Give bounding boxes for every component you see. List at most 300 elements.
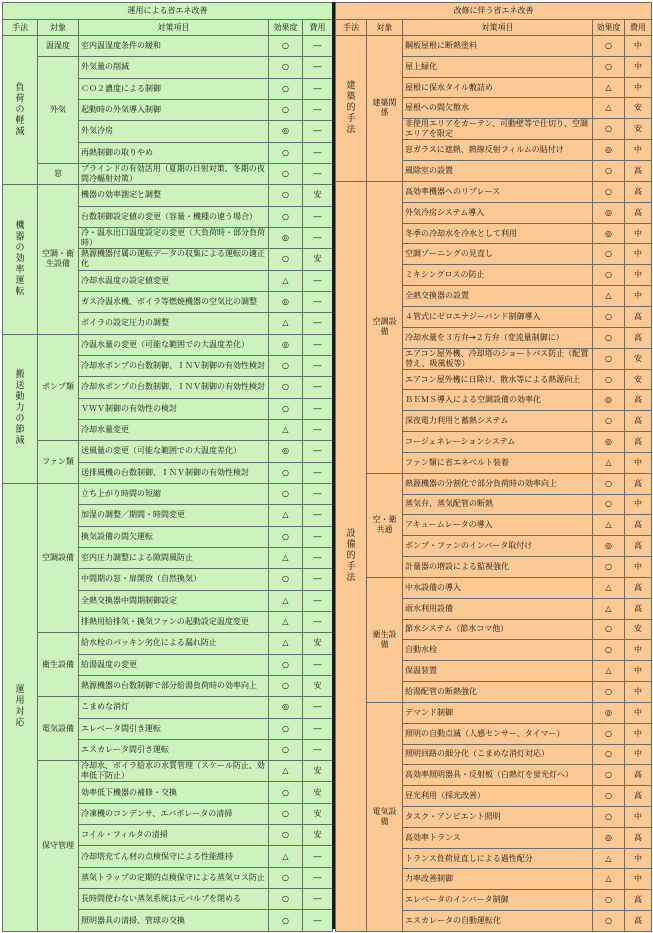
item-cell: ファン類に省エネベルト装着	[403, 452, 593, 473]
cost-cell: 安	[625, 369, 652, 390]
cost-cell: ―	[303, 419, 333, 440]
effect-cell: ○	[593, 473, 625, 494]
effect-cell: △	[269, 270, 303, 291]
effect-cell: △	[593, 286, 625, 307]
effect-cell: ○	[269, 718, 303, 739]
item-cell: 中水設備の導入	[403, 577, 593, 598]
header-item: 対策項目	[403, 20, 593, 36]
header-method: 手法	[336, 20, 367, 36]
effect-cell: ○	[269, 249, 303, 270]
method-cell	[3, 334, 38, 483]
table-row	[3, 163, 333, 184]
header-effect: 効果度	[593, 20, 625, 36]
effect-cell: ○	[593, 369, 625, 390]
effect-cell: ○	[269, 867, 303, 888]
item-cell: ボイラの設定圧力の調整	[79, 313, 269, 334]
cost-cell: 高	[625, 515, 652, 536]
effect-cell: △	[593, 577, 625, 598]
method-cell	[3, 185, 38, 334]
cost-cell: ―	[303, 121, 333, 142]
cost-cell: 中	[625, 452, 652, 473]
item-cell: 機器の効率測定と調整	[79, 185, 269, 206]
cost-cell: 高	[625, 306, 652, 327]
header-target: 対象	[367, 20, 403, 36]
item-cell: 雨水利用設備	[403, 598, 593, 619]
item-cell: 冬季の冷却水を冷水として利用	[403, 223, 593, 244]
cost-cell: 中	[625, 702, 652, 723]
cost-cell: 中	[625, 557, 652, 578]
effect-cell: ○	[269, 355, 303, 376]
effect-cell: ○	[269, 142, 303, 163]
table-row	[336, 181, 652, 202]
item-cell: 冷却水量を３方弁→２方弁（変流量制御に）	[403, 327, 593, 348]
effect-cell: ○	[593, 265, 625, 286]
item-cell: 熱源機器の分割化で部分負荷時の効率向上	[403, 473, 593, 494]
effect-cell: ○	[593, 411, 625, 432]
cost-cell: 安	[303, 675, 333, 696]
header-item: 対策項目	[79, 20, 269, 36]
table-row	[336, 702, 652, 723]
cost-cell: ―	[303, 867, 333, 888]
effect-cell: ○	[593, 56, 625, 77]
table-row	[3, 441, 333, 462]
item-cell: エレベータのインバータ制御	[403, 890, 593, 911]
item-cell: 熱源機器の台数制御で部分給湯負荷時の効率向上	[79, 675, 269, 696]
renovation-improvement-table	[335, 2, 652, 932]
method-cell	[336, 36, 367, 182]
cost-cell: 中	[625, 494, 652, 515]
item-cell: ＢＥＭＳ導入による空調設備の効率化	[403, 390, 593, 411]
item-cell: 節水システム（節水コマ他）	[403, 619, 593, 640]
cost-cell: 高	[625, 473, 652, 494]
item-cell: 計量器の増設による監視強化	[403, 557, 593, 578]
effect-cell: ○	[593, 682, 625, 703]
cost-cell: ―	[303, 291, 333, 312]
effect-cell: ◎	[593, 140, 625, 161]
cost-cell: ―	[303, 227, 333, 248]
item-cell: こまめな消灯	[79, 697, 269, 718]
table-row	[3, 633, 333, 654]
cost-cell: ―	[303, 142, 333, 163]
cost-cell: 中	[625, 723, 652, 744]
target-cell: 外気	[38, 57, 79, 164]
item-cell: 冷却水温度の設定値変更	[79, 270, 269, 291]
item-cell: 室内圧力調整による隙間風防止	[79, 547, 269, 568]
item-cell: 冷却水、ボイラ給水の水質管理（スケール防止、効率低下防止）	[79, 761, 269, 782]
target-cell: 電気設備	[38, 697, 79, 761]
cost-cell: ―	[303, 590, 333, 611]
cost-cell: 高	[625, 181, 652, 202]
effect-cell: △	[269, 419, 303, 440]
effect-cell: ○	[269, 569, 303, 590]
cost-cell: ―	[303, 846, 333, 867]
item-cell: 換気設備の間欠運転	[79, 526, 269, 547]
effect-cell: △	[269, 633, 303, 654]
cost-cell: 安	[303, 825, 333, 846]
item-cell: 給湯温度の変更	[79, 654, 269, 675]
cost-cell: 高	[625, 161, 652, 182]
effect-cell: ○	[269, 782, 303, 803]
item-cell: ガス冷温水機、ボイラ等燃焼機器の空気比の調整	[79, 291, 269, 312]
cost-cell: 高	[625, 390, 652, 411]
cost-cell: ―	[303, 313, 333, 334]
cost-cell: 高	[625, 890, 652, 911]
item-cell: 給水栓のパッキン劣化による漏れ防止	[79, 633, 269, 654]
cost-cell: 安	[625, 619, 652, 640]
target-cell: 衛生設備	[38, 633, 79, 697]
effect-cell: ○	[593, 244, 625, 265]
target-cell: 保守管理	[38, 761, 79, 932]
item-cell: エスカレータの自動運転化	[403, 911, 593, 932]
header-effect: 効果度	[269, 20, 303, 36]
effect-cell: ○	[269, 739, 303, 760]
effect-cell: △	[593, 869, 625, 890]
cost-cell: 中	[625, 661, 652, 682]
item-cell: ４管式にゼロエナジーバンド制御導入	[403, 306, 593, 327]
table-row	[336, 577, 652, 598]
cost-cell: ―	[303, 355, 333, 376]
effect-cell: ○	[269, 78, 303, 99]
cost-cell: ―	[303, 547, 333, 568]
effect-cell: ◎	[269, 291, 303, 312]
item-cell: 高効率機器へのリプレース	[403, 181, 593, 202]
effect-cell: ○	[593, 348, 625, 369]
item-cell: コージェネレーションシステム	[403, 432, 593, 453]
cost-cell: ―	[303, 505, 333, 526]
method-label: 搬送動力の節減	[15, 370, 25, 447]
item-cell: 屋根に保水タイル敷詰め	[403, 77, 593, 98]
effect-cell: ◎	[593, 223, 625, 244]
cost-cell: 高	[625, 411, 652, 432]
item-cell: 蒸気トラップの定期的点検保守による蒸気ロス防止	[79, 867, 269, 888]
item-cell: 全熱交換器中間期制御設定	[79, 590, 269, 611]
item-cell: 蒸気弁、蒸気配管の断熱	[403, 494, 593, 515]
item-cell: ミキシングロスの防止	[403, 265, 593, 286]
item-cell: コイル・フィルタの清掃	[79, 825, 269, 846]
effect-cell: ○	[593, 765, 625, 786]
cost-cell: 中	[625, 869, 652, 890]
method-label: 設備的手法	[346, 528, 356, 583]
cost-cell: ―	[303, 718, 333, 739]
effect-cell: ◎	[269, 441, 303, 462]
effect-cell: ◎	[593, 390, 625, 411]
cost-cell: 中	[625, 640, 652, 661]
header-cost: 費用	[303, 20, 333, 36]
item-cell: 送風量の変更（可能な範囲での大温度差化）	[79, 441, 269, 462]
item-cell: 窓ガラスに遮熱、熱線反射フィルムの貼付け	[403, 140, 593, 161]
item-cell: 屋上緑化	[403, 56, 593, 77]
effect-cell: △	[593, 77, 625, 98]
item-cell: 照明器具の清掃、管球の交換	[79, 910, 269, 931]
item-cell: 効率低下機器の補修・交換	[79, 782, 269, 803]
cost-cell: 安	[303, 803, 333, 824]
cost-cell: 高	[625, 911, 652, 932]
cost-cell: ―	[303, 36, 333, 57]
cost-cell: 高	[625, 202, 652, 223]
method-label: 負荷の軽減	[15, 82, 25, 137]
cost-cell: ―	[303, 270, 333, 291]
table-row	[3, 483, 333, 504]
effect-cell: ○	[269, 99, 303, 120]
cost-cell: 安	[625, 348, 652, 369]
effect-cell: △	[269, 590, 303, 611]
table-row	[3, 334, 333, 355]
item-cell: 非使用エリアをカーテン、可動壁等で仕切り、空調エリアを限定	[403, 119, 593, 140]
cost-cell: 中	[625, 77, 652, 98]
target-cell: ポンプ類	[38, 334, 79, 441]
item-cell: 長時間使わない蒸気系統は元バルブを閉める	[79, 889, 269, 910]
effect-cell: ◎	[593, 432, 625, 453]
effect-cell: ○	[593, 119, 625, 140]
item-cell: 冷却水量変更	[79, 419, 269, 440]
cost-cell: 中	[625, 244, 652, 265]
effect-cell: △	[593, 598, 625, 619]
cost-cell: ―	[303, 441, 333, 462]
effect-cell: ○	[593, 557, 625, 578]
effect-cell: ◎	[269, 121, 303, 142]
cost-cell: ―	[303, 377, 333, 398]
item-cell: 熱源機器付属の運転データの収集による運転の適正化	[79, 249, 269, 270]
method-cell	[3, 483, 38, 931]
cost-cell: ―	[303, 654, 333, 675]
method-label: 運用対応	[15, 685, 25, 729]
cost-cell: 中	[625, 286, 652, 307]
cost-cell: 安	[625, 98, 652, 119]
item-cell: 外気量の削減	[79, 57, 269, 78]
cost-cell: ―	[303, 889, 333, 910]
item-cell: 加湿の調整／期間・時間変更	[79, 505, 269, 526]
cost-cell: 中	[625, 223, 652, 244]
item-cell: 照明回路の細分化（こまめな消灯対応）	[403, 744, 593, 765]
effect-cell: ◎	[593, 536, 625, 557]
cost-cell: 中	[625, 56, 652, 77]
effect-cell: ○	[269, 803, 303, 824]
effect-cell: ○	[269, 36, 303, 57]
method-label: 機器の効率運転	[15, 220, 25, 297]
cost-cell: 高	[625, 536, 652, 557]
target-cell: 空調・衛生設備	[38, 185, 79, 334]
effect-cell: ○	[269, 526, 303, 547]
effect-cell: ○	[269, 825, 303, 846]
effect-cell: ○	[269, 675, 303, 696]
table-row	[3, 185, 333, 206]
item-cell: 自動水栓	[403, 640, 593, 661]
method-label: 建築的手法	[346, 80, 356, 135]
effect-cell: ○	[269, 57, 303, 78]
cost-cell: ―	[303, 99, 333, 120]
effect-cell: ○	[269, 462, 303, 483]
cost-cell: ―	[303, 569, 333, 590]
operational-improvement-table	[2, 2, 333, 932]
cost-cell: 高	[625, 765, 652, 786]
effect-cell: △	[593, 848, 625, 869]
cost-cell: ―	[303, 78, 333, 99]
item-cell: 風除室の設置	[403, 161, 593, 182]
table-title: 改修に伴う省エネ改善	[336, 3, 652, 20]
effect-cell: ○	[593, 306, 625, 327]
table-title: 運用による省エネ改善	[3, 3, 333, 20]
header-cost: 費用	[625, 20, 652, 36]
effect-cell: ○	[593, 786, 625, 807]
cost-cell: 高	[625, 432, 652, 453]
effect-cell: ◎	[269, 227, 303, 248]
cost-cell: ―	[303, 462, 333, 483]
target-cell: 温湿度	[38, 36, 79, 57]
effect-cell: ○	[593, 161, 625, 182]
item-cell: 深夜電力利用と蓄熱システム	[403, 411, 593, 432]
cost-cell: ―	[303, 697, 333, 718]
target-cell: 空・衛共通	[367, 473, 403, 577]
effect-cell: ○	[269, 483, 303, 504]
method-cell	[3, 36, 38, 185]
effect-cell: ○	[593, 619, 625, 640]
item-cell: ブラインドの有効活用（夏期の日射対策、冬期の夜間冷輻射対策）	[79, 163, 269, 184]
cost-cell: 高	[625, 827, 652, 848]
effect-cell: ○	[593, 911, 625, 932]
cost-cell: 中	[625, 36, 652, 57]
table-row	[3, 36, 333, 57]
effect-cell: ○	[269, 206, 303, 227]
item-cell: ＣＯ２濃度による制御	[79, 78, 269, 99]
item-cell: ＶＷＶ制御の有効性の検討	[79, 398, 269, 419]
item-cell: 照明の自動点滅（人感センサー、タイマー）	[403, 723, 593, 744]
item-cell: 給湯配管の断熱強化	[403, 682, 593, 703]
item-cell: 起動時の外気導入制御	[79, 99, 269, 120]
effect-cell: ○	[593, 494, 625, 515]
effect-cell: ○	[269, 910, 303, 931]
target-cell: 衛生設備	[367, 577, 403, 702]
effect-cell: △	[593, 661, 625, 682]
effect-cell: △	[269, 505, 303, 526]
target-cell: 空調設備	[367, 181, 403, 473]
item-cell: エアコン屋外機、冷却塔のショートパス防止（配置替え、吸風板等）	[403, 348, 593, 369]
target-cell: 空調設備	[38, 483, 79, 632]
item-cell: 冷却水ポンプの台数制御、ＩＮＶ制御の有効性検討	[79, 377, 269, 398]
cost-cell: 安	[303, 633, 333, 654]
target-cell: 建築関係	[367, 36, 403, 182]
table-row	[3, 761, 333, 782]
cost-cell: ―	[303, 57, 333, 78]
item-cell: 高効率トランス	[403, 827, 593, 848]
cost-cell: 安	[303, 782, 333, 803]
method-cell	[336, 181, 367, 931]
item-cell: エレベータ間引き運転	[79, 718, 269, 739]
item-cell: 中間期の窓・扉開放（自然換気）	[79, 569, 269, 590]
cost-cell: 中	[625, 265, 652, 286]
cost-cell: ―	[303, 334, 333, 355]
item-cell: エアコン屋外機に日除け、散水等による熱源向上	[403, 369, 593, 390]
item-cell: 冷凍機のコンデンサ、エバポレータの清掃	[79, 803, 269, 824]
item-cell: 冷却水ポンプの台数制御、ＩＮＶ制御の有効性検討	[79, 355, 269, 376]
item-cell: 空調ゾーニングの見直し	[403, 244, 593, 265]
effect-cell: △	[269, 313, 303, 334]
effect-cell: ○	[269, 185, 303, 206]
effect-cell: ○	[593, 744, 625, 765]
effect-cell: ○	[269, 163, 303, 184]
item-cell: 鋼板屋根に断熱塗料	[403, 36, 593, 57]
effect-cell: ○	[269, 889, 303, 910]
effect-cell: ○	[593, 181, 625, 202]
cost-cell: ―	[303, 526, 333, 547]
cost-cell: 安	[303, 249, 333, 270]
item-cell: 屋根への間欠散水	[403, 98, 593, 119]
cost-cell: 中	[625, 744, 652, 765]
effect-cell: ◎	[593, 702, 625, 723]
target-cell: 窓	[38, 163, 79, 184]
table-row	[336, 36, 652, 57]
cost-cell: 高	[625, 786, 652, 807]
cost-cell: ―	[303, 163, 333, 184]
item-cell: 保温装置	[403, 661, 593, 682]
effect-cell: ◎	[269, 697, 303, 718]
effect-cell: ○	[593, 890, 625, 911]
target-cell: 電気設備	[367, 702, 403, 931]
item-cell: 室内温湿度条件の緩和	[79, 36, 269, 57]
effect-cell: ○	[593, 327, 625, 348]
cost-cell: ―	[303, 206, 333, 227]
cost-cell: ―	[303, 398, 333, 419]
cost-cell: 高	[625, 577, 652, 598]
cost-cell: 中	[625, 848, 652, 869]
cost-cell: 高	[625, 327, 652, 348]
effect-cell: ○	[269, 377, 303, 398]
item-cell: 冷温水量の変更（可能な範囲での大温度差化）	[79, 334, 269, 355]
table-row	[336, 473, 652, 494]
item-cell: 冷・温水出口温度設定の変更（大負荷時・部分負荷時）	[79, 227, 269, 248]
item-cell: 送排風機の台数制御、ＩＮＶ制御の有効性検討	[79, 462, 269, 483]
cost-cell: ―	[303, 910, 333, 931]
item-cell: エスカレータ間引き運転	[79, 739, 269, 760]
effect-cell: △	[269, 761, 303, 782]
item-cell: アキュームレータの導入	[403, 515, 593, 536]
effect-cell: ◎	[593, 202, 625, 223]
item-cell: ポンプ・ファンのインバータ取付け	[403, 536, 593, 557]
item-cell: デマンド制御	[403, 702, 593, 723]
item-cell: 冷却塔充てん材の点検保守による性能維持	[79, 846, 269, 867]
item-cell: 台数制御設定値の変更（容量・機種の違う場合）	[79, 206, 269, 227]
item-cell: 外気冷房システム導入	[403, 202, 593, 223]
item-cell: 立ち上がり時間の短縮	[79, 483, 269, 504]
effect-cell: ○	[593, 640, 625, 661]
target-cell: ファン類	[38, 441, 79, 484]
cost-cell: 中	[625, 140, 652, 161]
effect-cell: ○	[269, 398, 303, 419]
effect-cell: ○	[593, 723, 625, 744]
item-cell: 外気冷房	[79, 121, 269, 142]
item-cell: 力率改善制御	[403, 869, 593, 890]
item-cell: 再熱制御の取りやめ	[79, 142, 269, 163]
table-row	[3, 57, 333, 78]
cost-cell: 安	[303, 185, 333, 206]
header-method: 手法	[3, 20, 38, 36]
effect-cell: △	[269, 611, 303, 632]
effect-cell: △	[593, 452, 625, 473]
table-row	[3, 697, 333, 718]
effect-cell: △	[593, 515, 625, 536]
energy-saving-table	[2, 2, 651, 929]
cost-cell: 中	[625, 682, 652, 703]
item-cell: 全熱交換器の設置	[403, 286, 593, 307]
cost-cell: ―	[303, 483, 333, 504]
effect-cell: △	[593, 98, 625, 119]
cost-cell: ―	[303, 739, 333, 760]
item-cell: タスク・アンビエント照明	[403, 806, 593, 827]
cost-cell: 安	[303, 761, 333, 782]
item-cell: 昼光利用（採光改善）	[403, 786, 593, 807]
effect-cell: ○	[593, 36, 625, 57]
item-cell: 排熱用給排気・換気ファンの起動設定温度変更	[79, 611, 269, 632]
effect-cell: ○	[269, 654, 303, 675]
